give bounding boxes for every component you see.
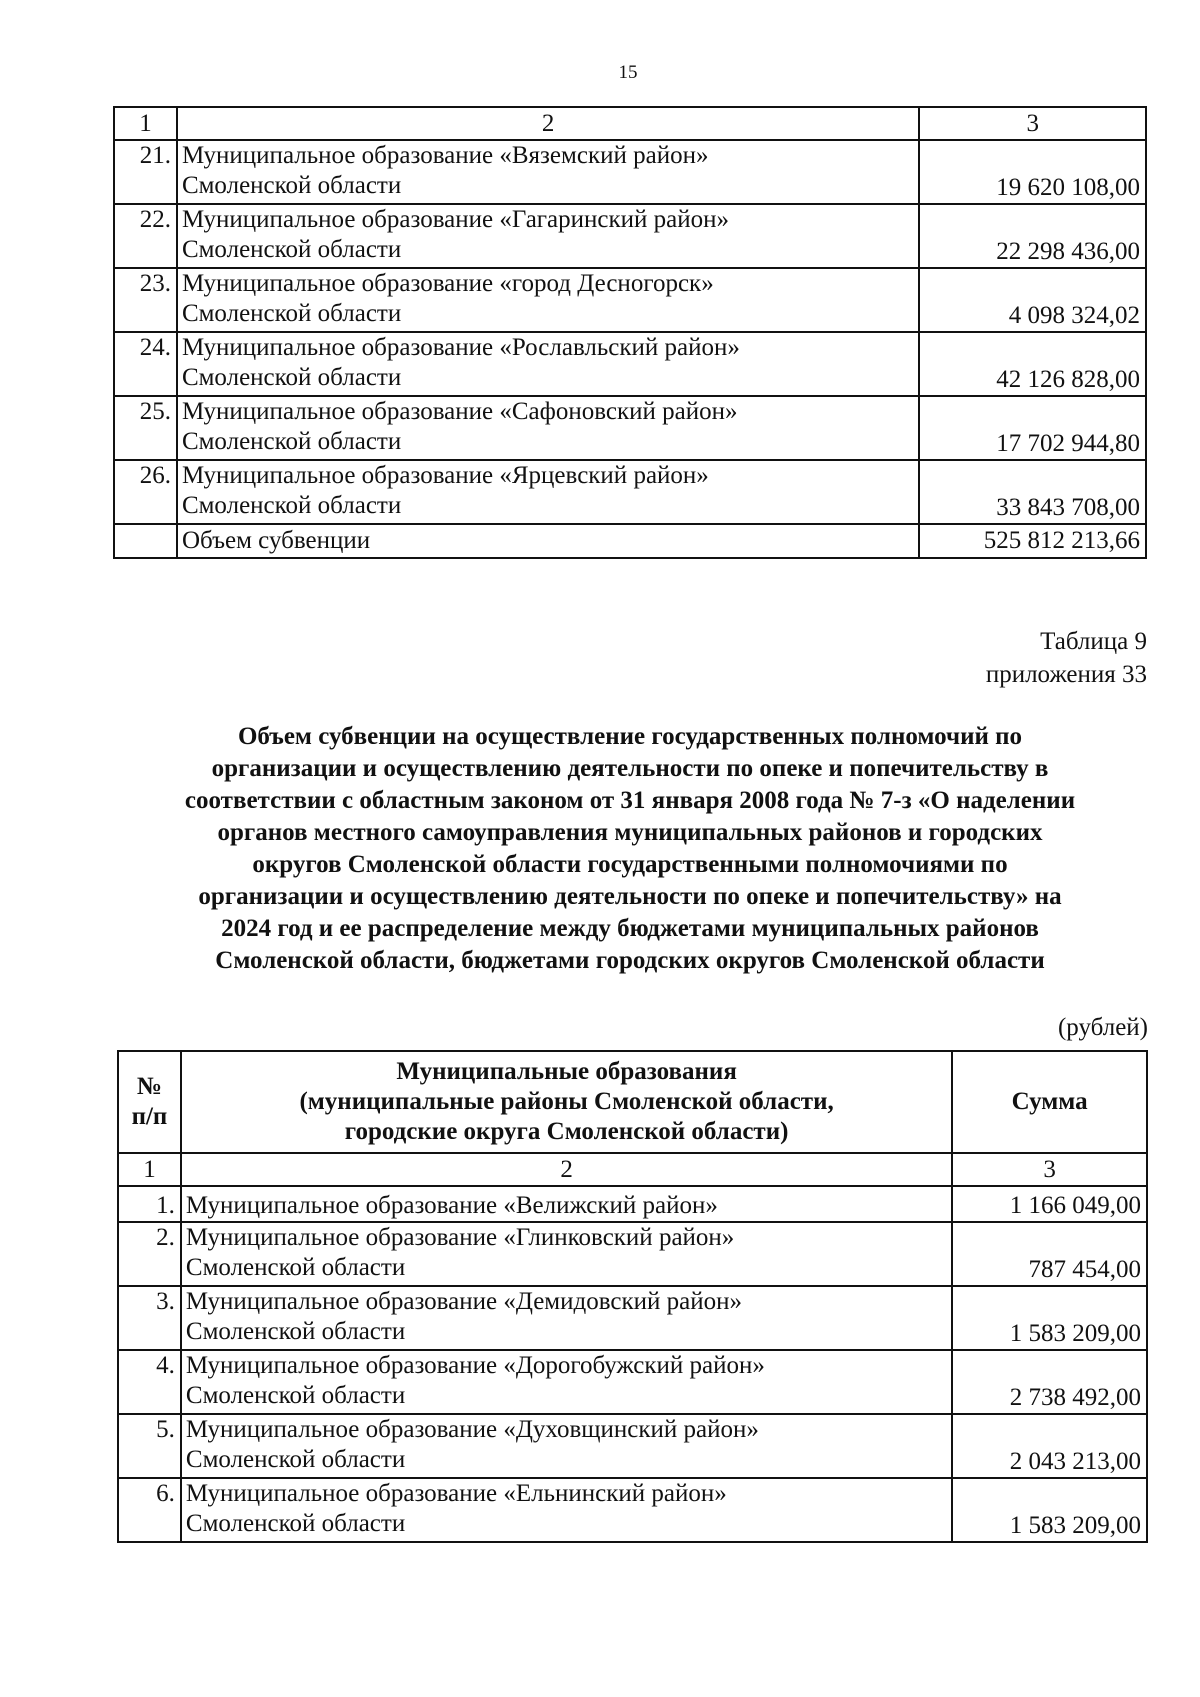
municipality-name: Муниципальное образование «Рославльский район» Смоленской области: [177, 332, 919, 396]
row-number: 4.: [118, 1350, 181, 1414]
row-number: 1.: [118, 1186, 181, 1222]
row-number: 26.: [114, 460, 177, 524]
row-number: 25.: [114, 396, 177, 460]
total-amount: 525 812 213,66: [919, 524, 1146, 558]
document-title: Объем субвенции на осуществление государственных полномочий по организации и осуществлению деятельности по опеке и попечительству в соответствии с областным законом от 31 января 2008 года № 7-з «О наделении органов местного самоуправления муниципальных районов и городских округов Смоленской области государственными полномочиями по организации и осуществлению деятельности по опеке и попечительству» на 2024 год и ее распределение между бюджетами муниципальных районов Смоленской области, бюджетами городских округов Смоленской области: [184, 723, 1076, 974]
page-number: 15: [618, 62, 638, 83]
column-number: 3: [919, 107, 1146, 140]
municipality-name: Муниципальное образование «Вяземский район» Смоленской области: [177, 140, 919, 204]
amount: 33 843 708,00: [919, 460, 1146, 524]
total-label: Объем субвенции: [177, 524, 919, 558]
table-row: [114, 460, 1146, 524]
column-number: 1: [118, 1153, 181, 1186]
municipality-name: Муниципальное образование «Ельнинский район» Смоленской области: [181, 1478, 952, 1542]
table-row: [118, 1414, 1147, 1478]
table-row: [118, 1286, 1147, 1350]
amount: 1 583 209,00: [952, 1478, 1147, 1542]
table-row: [114, 332, 1146, 396]
table-row: [118, 1186, 1147, 1222]
row-number: 22.: [114, 204, 177, 268]
table-caption: [986, 625, 1147, 691]
column-number-row: [118, 1153, 1147, 1186]
municipality-name: Муниципальное образование «Гагаринский район» Смоленской области: [177, 204, 919, 268]
municipality-name: Муниципальное образование «Духовщинский район» Смоленской области: [181, 1414, 952, 1478]
subsidy-distribution-table: [117, 1050, 1148, 1543]
units-label: (рублей): [1057, 1014, 1148, 1041]
amount: 2 043 213,00: [952, 1414, 1147, 1478]
table-number: Таблица 9: [1040, 628, 1147, 655]
municipality-name: Муниципальное образование «город Десногорск» Смоленской области: [177, 268, 919, 332]
table-row: [114, 204, 1146, 268]
amount: 19 620 108,00: [919, 140, 1146, 204]
empty-cell: [114, 524, 177, 558]
column-number: 3: [952, 1153, 1147, 1186]
municipality-name: Муниципальное образование «Дорогобужский район» Смоленской области: [181, 1350, 952, 1414]
row-number: 23.: [114, 268, 177, 332]
table-row: [114, 268, 1146, 332]
amount: 4 098 324,02: [919, 268, 1146, 332]
row-number: 24.: [114, 332, 177, 396]
row-number: 2.: [118, 1222, 181, 1286]
column-number-row: [114, 107, 1146, 140]
amount: 787 454,00: [952, 1222, 1147, 1286]
municipality-name: Муниципальное образование «Ярцевский район» Смоленской области: [177, 460, 919, 524]
table-header: [118, 1051, 1147, 1153]
row-number: 6.: [118, 1478, 181, 1542]
table-row: [114, 140, 1146, 204]
row-number: 21.: [114, 140, 177, 204]
amount: 2 738 492,00: [952, 1350, 1147, 1414]
table-row: [118, 1350, 1147, 1414]
column-number: 1: [114, 107, 177, 140]
row-number: 5.: [118, 1414, 181, 1478]
total-row: [114, 524, 1146, 558]
municipality-name: Муниципальное образование «Глинковский район» Смоленской области: [181, 1222, 952, 1286]
amount: 1 583 209,00: [952, 1286, 1147, 1350]
column-number: 2: [181, 1153, 952, 1186]
municipality-name: Муниципальное образование «Велижский район»: [181, 1186, 952, 1222]
appendix-number: приложения 33: [985, 661, 1147, 688]
subsidy-table-continued: [113, 106, 1147, 559]
municipality-name: Муниципальное образование «Сафоновский район» Смоленской области: [177, 396, 919, 460]
header-sum: Сумма: [952, 1051, 1147, 1153]
amount: 17 702 944,80: [919, 396, 1146, 460]
table-row: [114, 396, 1146, 460]
header-municipalities: Муниципальные образования (муниципальные районы Смоленской области, городские округа Смоленской области): [181, 1051, 952, 1153]
column-number: 2: [177, 107, 919, 140]
amount: 22 298 436,00: [919, 204, 1146, 268]
amount: 42 126 828,00: [919, 332, 1146, 396]
row-number: 3.: [118, 1286, 181, 1350]
municipality-name: Муниципальное образование «Демидовский район» Смоленской области: [181, 1286, 952, 1350]
amount: 1 166 049,00: [952, 1186, 1147, 1222]
header-number: № п/п: [118, 1051, 181, 1153]
table-row: [118, 1222, 1147, 1286]
table-row: [118, 1478, 1147, 1542]
